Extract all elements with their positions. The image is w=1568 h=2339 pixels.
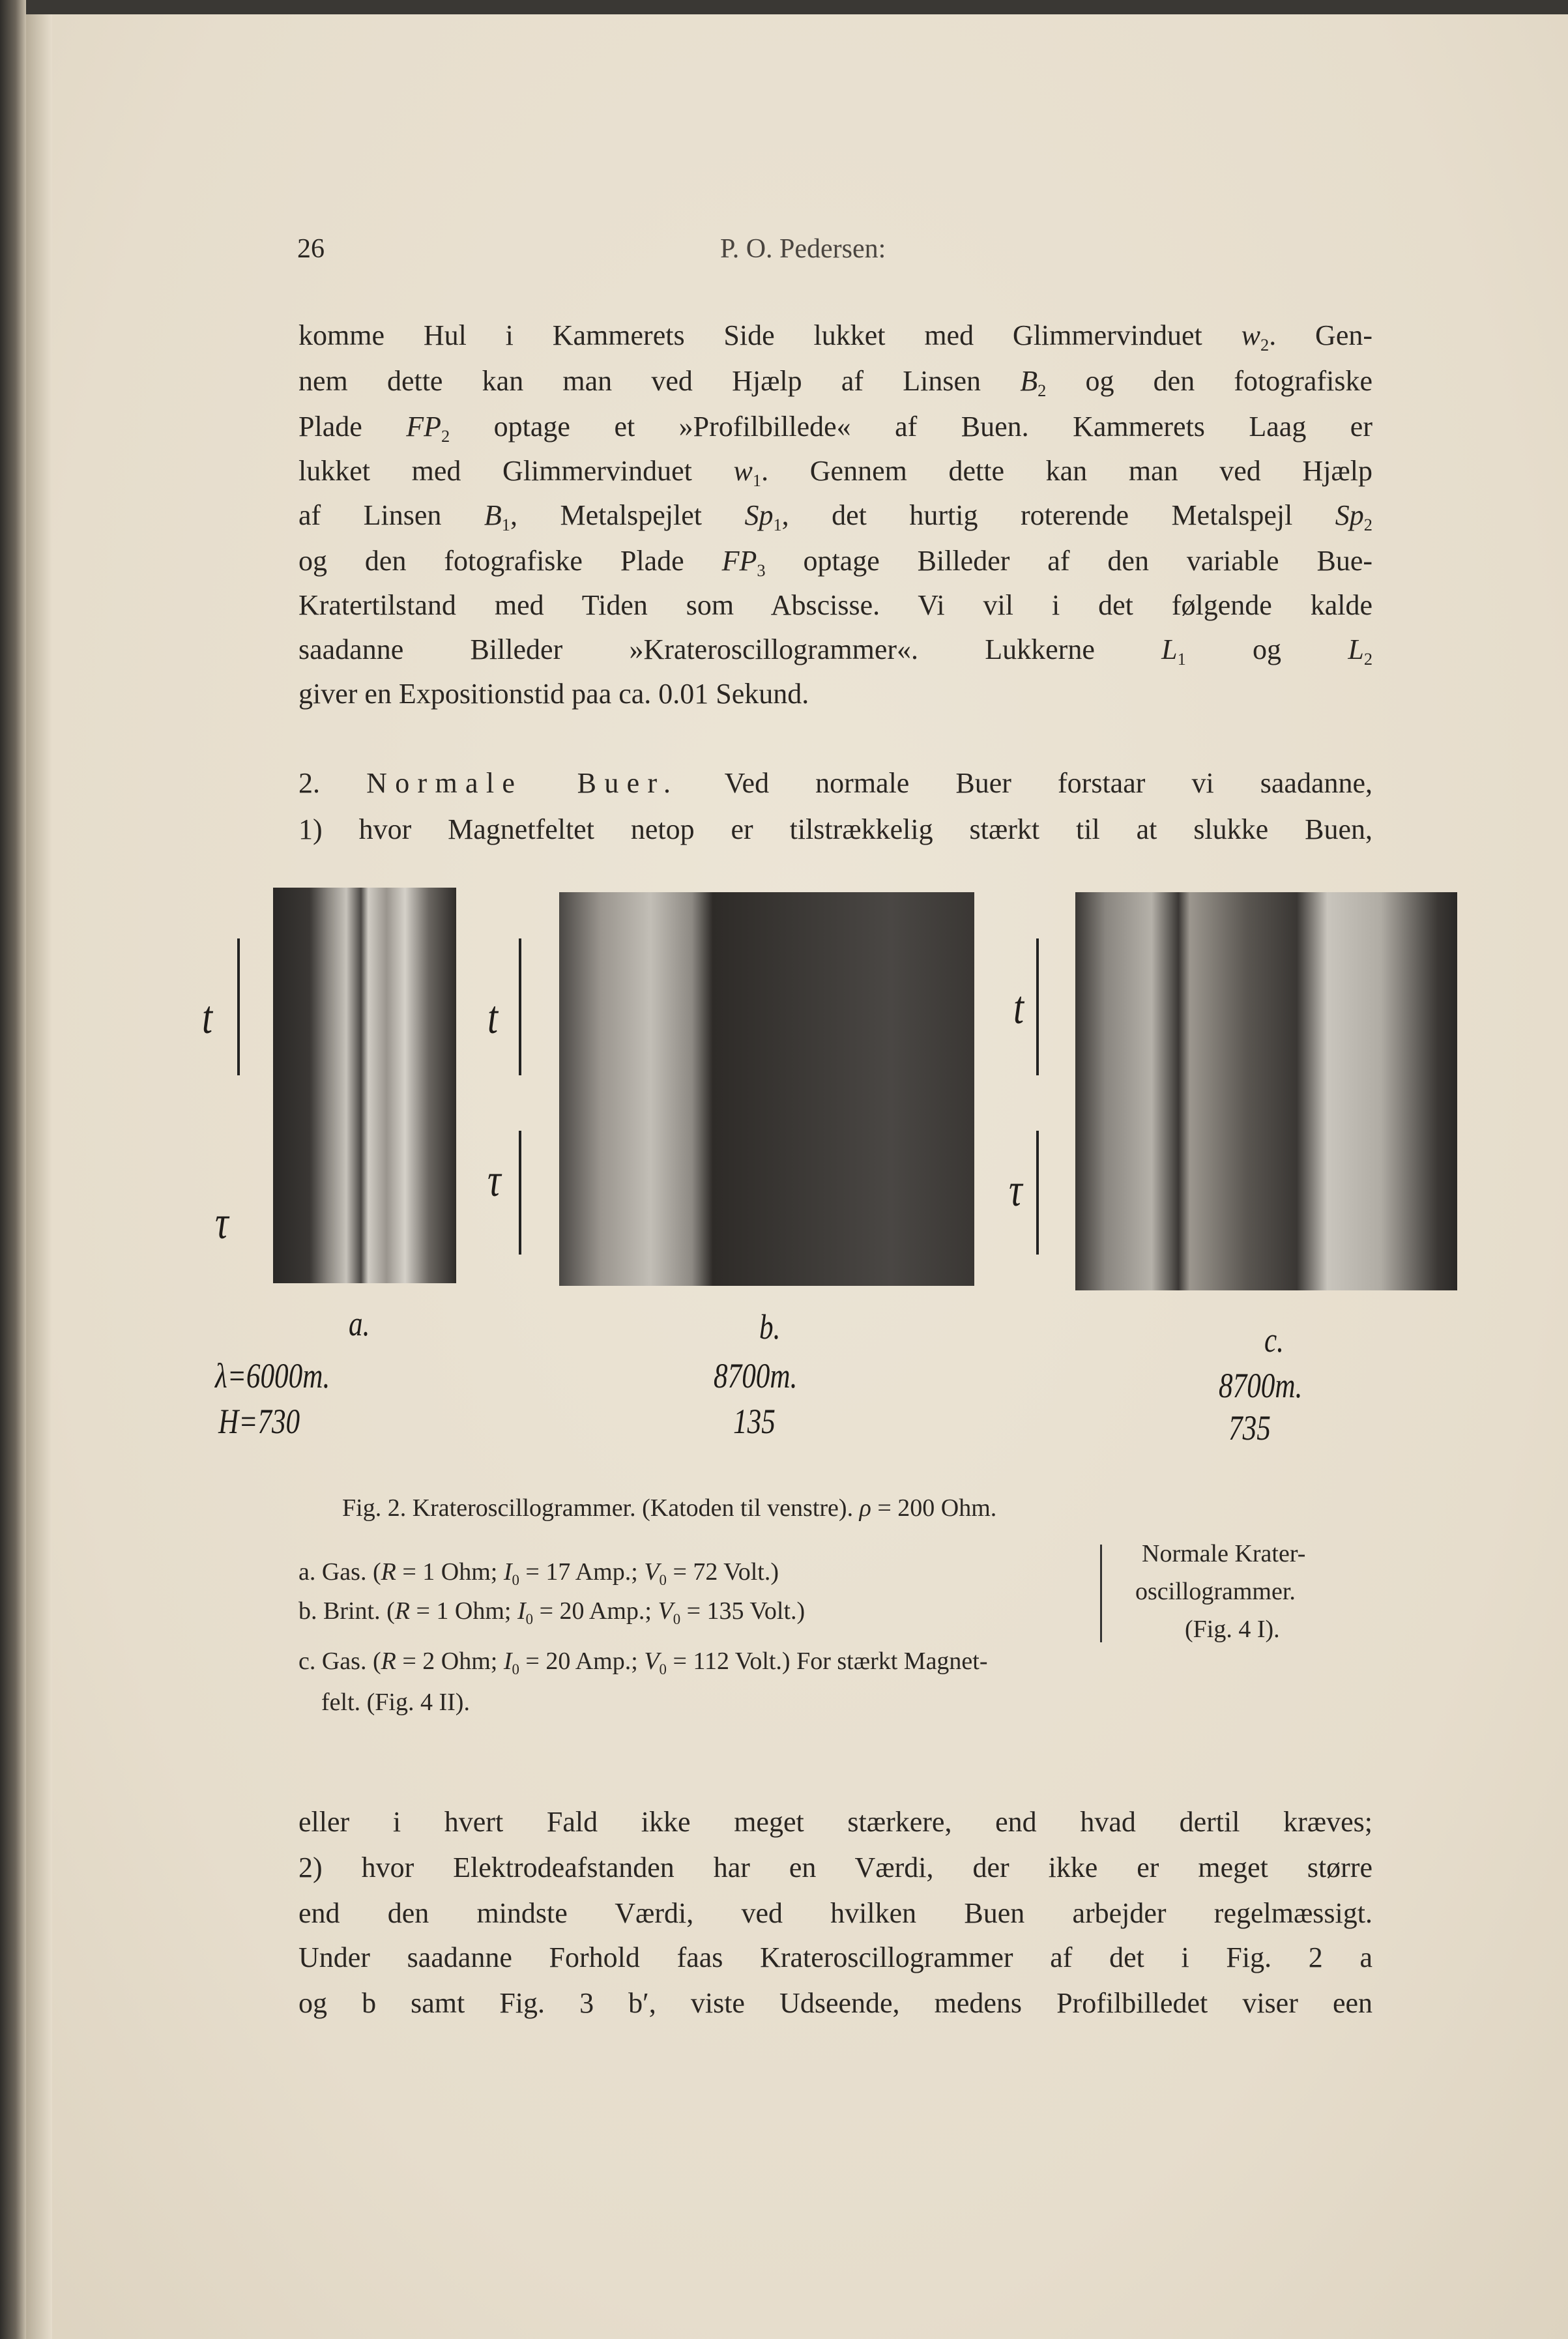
text-segment: V	[644, 1648, 660, 1675]
text-segment: 2.	[298, 767, 367, 799]
text-segment: Plade	[298, 411, 407, 443]
time-arrow-a	[237, 938, 240, 1075]
text-segment: = 20 Amp.;	[533, 1597, 658, 1625]
bracket-note-3: (Fig. 4 I).	[1185, 1616, 1280, 1643]
text-segment: 2	[1363, 649, 1373, 669]
text-segment: B	[484, 499, 502, 531]
text-segment: 1) hvor Magnetfeltet netop er tilstrækkelig stærkt til at slukke Buen,	[298, 813, 1372, 845]
body-line	[298, 497, 1372, 543]
text-segment: = 2 Ohm;	[396, 1648, 504, 1675]
tau-bar-c	[1036, 1131, 1039, 1255]
text-segment: Kratertilstand med Tiden som Abscisse. Vi vil i det følgende kalde	[298, 589, 1372, 621]
text-segment: , Metalspejlet	[510, 499, 745, 531]
body-line	[298, 676, 1372, 712]
field-c: 735	[1228, 1408, 1271, 1447]
text-segment: 0	[659, 1661, 667, 1678]
text-segment: og den fotografiske	[1046, 365, 1372, 397]
section-line	[298, 765, 1372, 802]
text-segment: giver en Expositionstid paa ca. 0.01 Sekund.	[298, 678, 809, 710]
text-segment: 2	[1260, 335, 1270, 355]
book-binding-edge	[0, 0, 26, 2339]
text-segment: = 20 Amp.;	[519, 1648, 645, 1675]
text-segment: I	[503, 1558, 512, 1586]
caption-row	[298, 1595, 805, 1635]
text-segment: eller i hvert Fald ikke meget stærkere, end hvad dertil kræves;	[298, 1806, 1372, 1838]
text-segment: saadanne Billeder »Krateroscillogrammer«. Lukkerne	[298, 633, 1162, 665]
text-segment: V	[644, 1558, 660, 1586]
time-arrow-b	[519, 938, 521, 1075]
body-line	[298, 632, 1372, 677]
text-segment: af Linsen	[298, 499, 484, 531]
text-segment: 0	[673, 1610, 681, 1627]
text-segment: 2) hvor Elektrodeafstanden har en Værdi, der ikke er meget større	[298, 1852, 1372, 1883]
figure-letter-c: c.	[1264, 1320, 1284, 1359]
text-segment: end den mindste Værdi, ved hvilken Buen arbejder regelmæssigt.	[298, 1897, 1372, 1929]
wavelength-c: 8700m.	[1219, 1366, 1303, 1405]
text-segment: 1	[752, 471, 762, 491]
text-segment: Ved normale Buer forstaar vi saadanne,	[678, 767, 1373, 799]
text-segment: komme Hul i Kammerets Side lukket med Glimmervinduet	[298, 319, 1241, 351]
text-segment: og b samt Fig. 3 b′, viste Udseende, medens Profilbilledet viser een	[298, 1987, 1372, 2019]
text-segment: 0	[659, 1571, 667, 1588]
oscillogram-b	[559, 892, 974, 1286]
text-segment: FP	[721, 545, 757, 577]
text-segment: Under saadanne Forhold faas Krateroscillogrammer af det i Fig. 2 a	[298, 1941, 1372, 1973]
body-line	[298, 1850, 1372, 1886]
caption-row	[298, 1646, 988, 1685]
text-segment: 2	[1363, 515, 1372, 535]
text-segment: 3	[757, 560, 766, 581]
text-segment: lukket med Glimmervinduet	[298, 455, 734, 487]
section-line	[298, 811, 1372, 848]
time-arrow-c	[1036, 938, 1039, 1075]
text-segment: b. Brint. (	[298, 1597, 395, 1625]
text-segment: = 1 Ohm;	[396, 1558, 504, 1586]
body-line	[298, 1939, 1372, 1976]
oscillogram-c	[1075, 892, 1457, 1290]
text-segment: optage et »Profilbillede« af Buen. Kammerets Laag er	[450, 411, 1372, 443]
text-segment: w	[1241, 319, 1260, 351]
text-segment: R	[381, 1558, 396, 1586]
text-segment: 0	[512, 1571, 519, 1588]
text-segment: c. Gas. (	[298, 1648, 381, 1675]
text-segment: = 200 Ohm.	[871, 1494, 997, 1522]
text-segment: I	[517, 1597, 526, 1625]
text-segment: felt. (Fig. 4 II).	[321, 1689, 470, 1716]
text-segment: R	[394, 1597, 410, 1625]
tau-label-a: τ	[215, 1197, 229, 1249]
field-b: 135	[733, 1402, 776, 1441]
time-label-a: t	[202, 991, 213, 1043]
text-segment: nem dette kan man ved Hjælp af Linsen	[298, 365, 1021, 397]
text-segment: = 72 Volt.)	[666, 1558, 779, 1586]
text-segment: L	[1161, 633, 1178, 665]
text-segment: a. Gas. (	[298, 1558, 381, 1586]
oscillogram-a	[273, 888, 456, 1283]
body-line	[298, 587, 1372, 624]
tau-label-b: τ	[487, 1154, 501, 1206]
caption-row	[321, 1687, 470, 1718]
text-segment: 1	[501, 515, 510, 535]
body-line	[298, 1804, 1372, 1840]
body-line	[298, 1985, 1372, 2022]
time-label-c: t	[1013, 981, 1024, 1034]
running-title: P. O. Pedersen:	[720, 234, 886, 264]
body-line	[298, 409, 1372, 454]
bracket-note-2: oscillogrammer.	[1135, 1578, 1296, 1605]
text-segment: . Gen-	[1269, 319, 1372, 351]
page-gutter-shadow	[26, 14, 52, 2339]
text-segment: I	[503, 1648, 512, 1675]
text-segment: 0	[525, 1610, 534, 1627]
tau-label-c: τ	[1009, 1164, 1023, 1216]
text-segment: Normale Buer.	[366, 767, 679, 799]
text-segment: ρ	[859, 1494, 871, 1522]
figure-letter-a: a.	[349, 1304, 370, 1343]
text-segment: 2	[1038, 381, 1047, 401]
text-segment: . Gennem dette kan man ved Hjælp	[761, 455, 1372, 487]
text-segment: B	[1020, 365, 1038, 397]
body-line	[298, 453, 1372, 499]
wavelength-a: λ=6000m.	[215, 1356, 330, 1395]
caption-title	[342, 1492, 996, 1524]
text-segment: Sp	[1335, 499, 1364, 531]
text-segment: = 112 Volt.) For stærkt Magnet-	[666, 1648, 988, 1675]
text-segment: 2	[441, 426, 450, 446]
text-segment: = 17 Amp.;	[519, 1558, 645, 1586]
body-line	[298, 363, 1372, 409]
body-line	[298, 1895, 1372, 1932]
bracket-note-1: Normale Krater-	[1142, 1540, 1306, 1567]
field-a: H=730	[218, 1402, 300, 1441]
text-segment: 0	[512, 1661, 519, 1678]
caption-row	[298, 1556, 779, 1596]
bracket	[1100, 1545, 1109, 1642]
text-segment: = 1 Ohm;	[410, 1597, 517, 1625]
text-segment: 1	[1177, 649, 1186, 669]
text-segment: Sp	[744, 499, 774, 531]
text-segment: = 135 Volt.)	[680, 1597, 806, 1625]
wavelength-b: 8700m.	[714, 1356, 798, 1395]
text-segment: w	[733, 455, 753, 487]
figure-letter-b: b.	[759, 1307, 781, 1346]
text-segment: V	[658, 1597, 673, 1625]
text-segment: og den fotografiske Plade	[298, 545, 722, 577]
text-segment: FP	[406, 411, 441, 443]
body-line	[298, 543, 1372, 588]
tau-bar-b	[519, 1131, 521, 1255]
text-segment: optage Billeder af den variable Bue-	[765, 545, 1372, 577]
text-segment: R	[381, 1648, 396, 1675]
text-segment: Fig. 2. Krateroscillogrammer. (Katoden til venstre).	[342, 1494, 860, 1522]
text-segment: , det hurtig roterende Metalspejl	[781, 499, 1335, 531]
page-number: 26	[297, 234, 325, 264]
text-segment: 1	[773, 515, 782, 535]
time-label-b: t	[487, 991, 499, 1043]
text-segment: L	[1348, 633, 1364, 665]
text-segment: og	[1185, 633, 1348, 665]
body-line	[298, 317, 1372, 363]
